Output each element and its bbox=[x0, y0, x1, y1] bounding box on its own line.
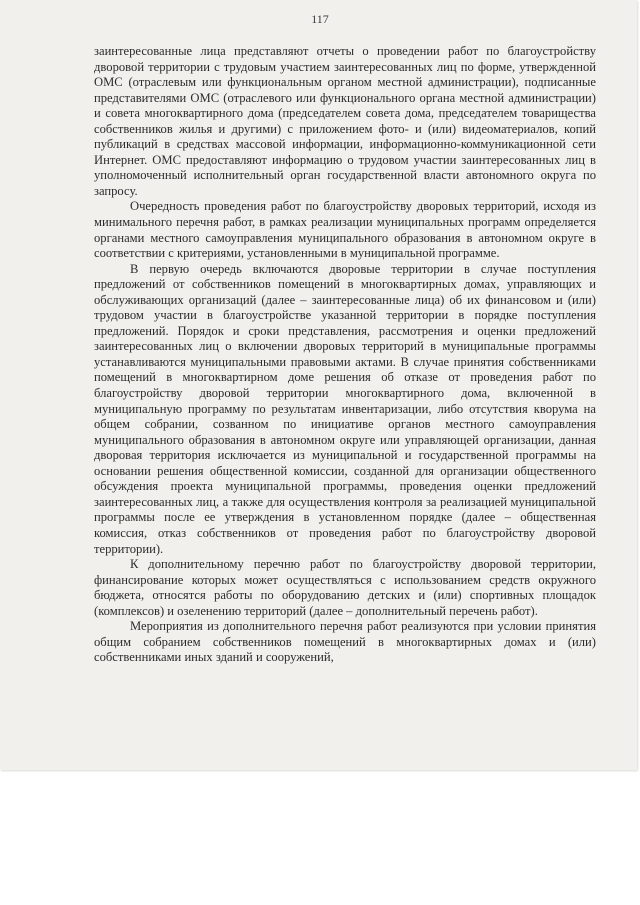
paragraph-reporting: заинтересованные лица представляют отчеты о проведении работ по благоустройству дворовой территории с трудовым участием заинтересованных лиц по форме, утвержденной ОМС (отраслевым или функциональным органом местной администрации), подписанные представителями ОМС (отраслевого или функционального органа местной администрации) и совета многоквартирного дома (председателем совета дома, председателем товарищества собственников жилья и другими) с приложением фото- и (или) видеоматериалов, копий публикаций в средствах массовой информации, информационно-коммуникационной сети Интернет. ОМС предоставляют информацию о трудовом участии заинтересованных лиц в уполномоченный исполнительный орган государственной власти автономного округа по запросу. bbox=[94, 44, 596, 198]
paragraph-priority: Очередность проведения работ по благоустройству дворовых территорий, исходя из минимального перечня работ, в рамках реализации муниципальных программ определяется органами местного самоуправления муниципального образования в автономном округе в соответствии с критериями, установленными в муниципальной программе. bbox=[94, 199, 596, 261]
paragraph-additional-list: К дополнительному перечню работ по благоустройству дворовой территории, финансирование которых может осуществляться с использованием средств окружного бюджета, относятся работы по оборудованию детских и (или) спортивных площадок (комплексов) и озеленению территорий (далее – дополнительный перечень работ). bbox=[94, 557, 596, 618]
paragraph-additional-measures: Мероприятия из дополнительного перечня работ реализуются при условии принятия общим собранием собственников помещений в многоквартирных домах и (или) собственниками иных зданий и сооружений, bbox=[94, 619, 596, 665]
paragraph-first-turn: В первую очередь включаются дворовые территории в случае поступления предложений от собственников помещений в многоквартирных домах, управляющих и обслуживающих организаций (далее – заинтересованные лица) об их финансовом и (или) трудовом участии в благоустройстве указанной территории в порядке поступления предложений. Порядок и сроки представления, рассмотрения и оценки предложений заинтересованных лиц о включении дворовых территорий в муниципальные программы устанавливаются муниципальными правовыми актами. В случае принятия собственниками помещений в многоквартирном доме решения об отказе от проведения работ по благоустройству дворовой территории многоквартирного дома, включенной в муниципальную программу по результатам инвентаризации, либо отсутствия кворума на общем собрании, созванном по инициативе органов местного самоуправления муниципального образования в автономном округе или управляющей организации, данная дворовая территория исключается из муниципальной и государственной программы на основании решения общественной комиссии, созданной для организации общественного обсуждения проекта муниципальной программы, проведения оценки предложений заинтересованных лиц, а также для осуществления контроля за реализацией муниципальной программы после ее утверждения в установленном порядке (далее – общественная комиссия, отказ собственников от проведения работ по благоустройству дворовой территории). bbox=[94, 261, 596, 556]
page-body bbox=[94, 44, 596, 666]
page-number: 117 bbox=[311, 12, 329, 26]
